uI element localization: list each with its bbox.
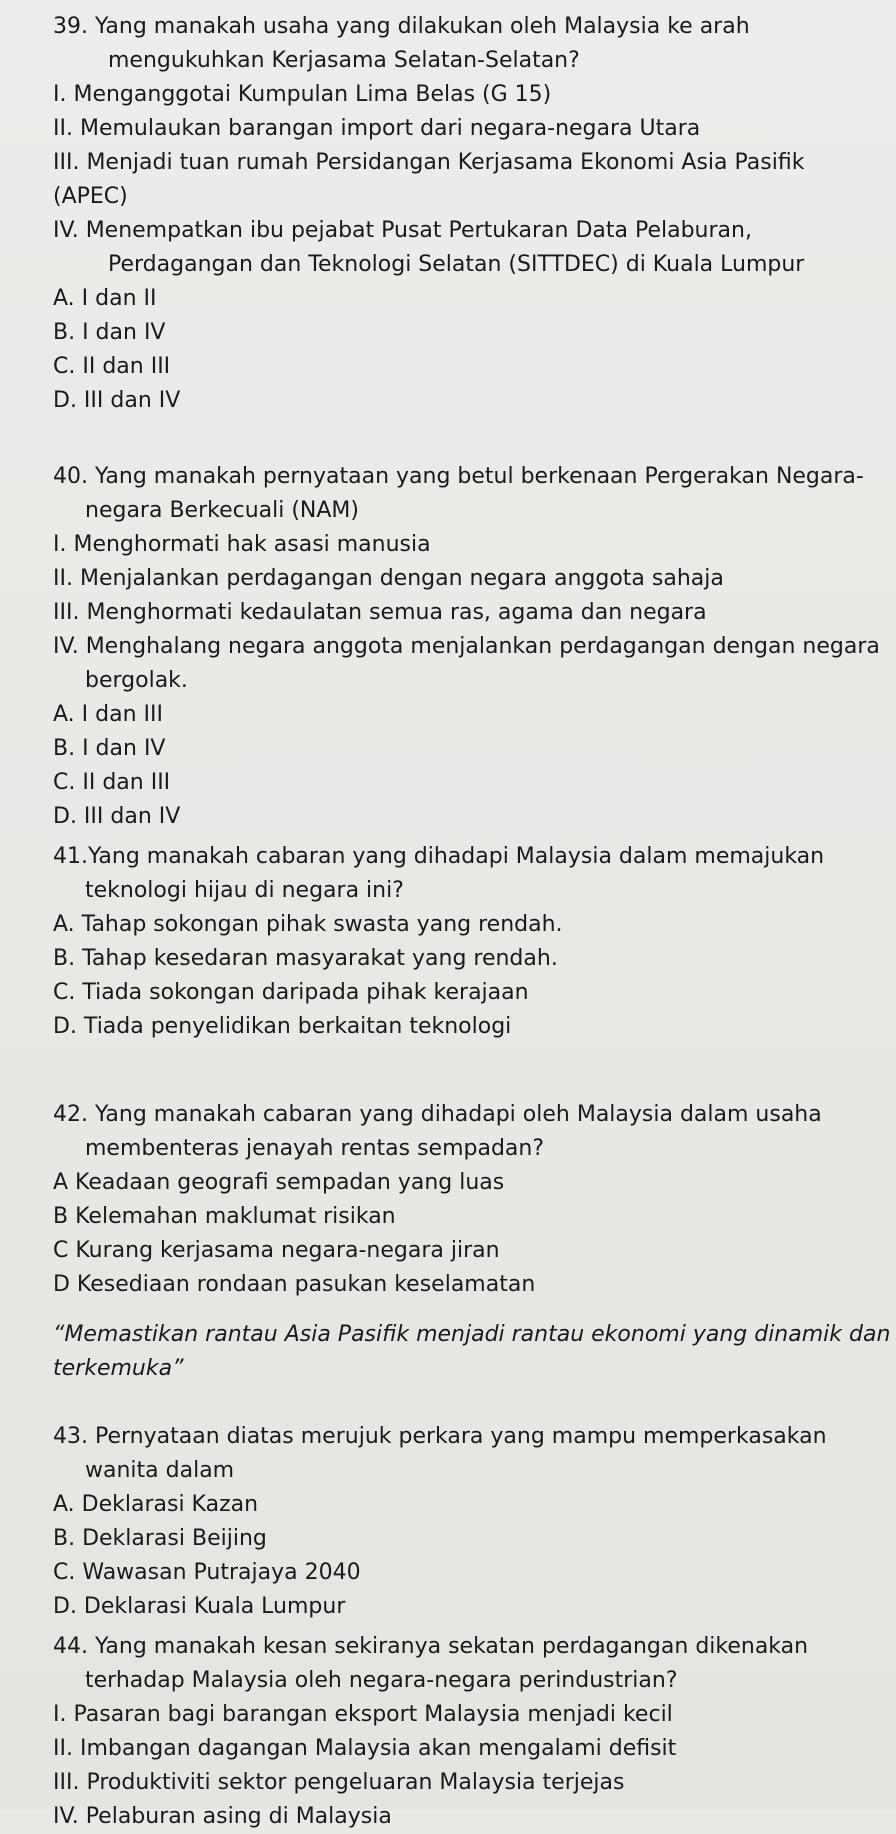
quoted-statement bbox=[53, 1318, 890, 1386]
question-stem: 43. Pernyataan diatas merujuk perkara yang mampu memperkasakan bbox=[53, 1424, 827, 1449]
statement-item: I. Menganggotai Kumpulan Lima Belas (G 15) bbox=[53, 82, 552, 107]
question-stem: 40. Yang manakah pernyataan yang betul berkenaan Pergerakan Negara- bbox=[53, 464, 864, 489]
statement-item: I. Menghormati hak asasi manusia bbox=[53, 532, 431, 557]
answer-option: B. I dan IV bbox=[53, 736, 166, 761]
answer-option: B. Tahap kesedaran masyarakat yang rendah. bbox=[53, 946, 558, 971]
question-stem: membenteras jenayah rentas sempadan? bbox=[85, 1136, 545, 1161]
answer-option: C. II dan III bbox=[53, 770, 171, 795]
answer-option: A. Deklarasi Kazan bbox=[53, 1492, 259, 1517]
answer-option: D Kesediaan rondaan pasukan keselamatan bbox=[53, 1272, 536, 1297]
question-stem: 42. Yang manakah cabaran yang dihadapi oleh Malaysia dalam usaha bbox=[53, 1102, 822, 1127]
answer-option: D. Tiada penyelidikan berkaitan teknologi bbox=[53, 1014, 512, 1039]
question-stem: 39. Yang manakah usaha yang dilakukan oleh Malaysia ke arah bbox=[53, 14, 750, 39]
statement-item: I. Pasaran bagi barangan eksport Malaysia menjadi kecil bbox=[53, 1702, 673, 1727]
question-44 bbox=[53, 1630, 808, 1834]
answer-option: C. II dan III bbox=[53, 354, 171, 379]
statement-item: II. Imbangan dagangan Malaysia akan mengalami defisit bbox=[53, 1736, 677, 1761]
statement-item: (APEC) bbox=[53, 184, 128, 209]
answer-option: A. I dan III bbox=[53, 702, 163, 727]
answer-option: C Kurang kerjasama negara-negara jiran bbox=[53, 1238, 500, 1263]
answer-option: B. I dan IV bbox=[53, 320, 166, 345]
answer-option: A. I dan II bbox=[53, 286, 157, 311]
question-stem: 44. Yang manakah kesan sekiranya sekatan perdagangan dikenakan bbox=[53, 1634, 809, 1659]
statement-item: Perdagangan dan Teknologi Selatan (SITTDEC) di Kuala Lumpur bbox=[108, 252, 805, 277]
quote-line: “Memastikan rantau Asia Pasifik menjadi rantau ekonomi yang dinamik dan bbox=[53, 1322, 891, 1347]
question-40 bbox=[53, 460, 880, 834]
answer-option: C. Wawasan Putrajaya 2040 bbox=[53, 1560, 361, 1585]
statement-item: III. Produktiviti sektor pengeluaran Malaysia terjejas bbox=[53, 1770, 625, 1795]
question-stem: teknologi hijau di negara ini? bbox=[85, 878, 404, 903]
answer-option: D. III dan IV bbox=[53, 804, 181, 829]
answer-option: B. Deklarasi Beijing bbox=[53, 1526, 267, 1551]
question-stem: 41.Yang manakah cabaran yang dihadapi Malaysia dalam memajukan bbox=[53, 844, 825, 869]
answer-option: A. Tahap sokongan pihak swasta yang rendah. bbox=[53, 912, 563, 937]
statement-item: bergolak. bbox=[85, 668, 188, 693]
answer-option: A Keadaan geografi sempadan yang luas bbox=[53, 1170, 505, 1195]
quote-line: terkemuka” bbox=[53, 1356, 184, 1381]
statement-item: III. Menghormati kedaulatan semua ras, agama dan negara bbox=[53, 600, 707, 625]
question-stem: wanita dalam bbox=[85, 1458, 235, 1483]
answer-option: C. Tiada sokongan daripada pihak kerajaan bbox=[53, 980, 529, 1005]
answer-option: D. Deklarasi Kuala Lumpur bbox=[53, 1594, 346, 1619]
question-stem: mengukuhkan Kerjasama Selatan-Selatan? bbox=[108, 48, 580, 73]
statement-item: IV. Menghalang negara anggota menjalankan perdagangan dengan negara bbox=[53, 634, 880, 659]
question-stem: negara Berkecuali (NAM) bbox=[85, 498, 360, 523]
statement-item: III. Menjadi tuan rumah Persidangan Kerjasama Ekonomi Asia Pasifik bbox=[53, 150, 805, 175]
answer-option: B Kelemahan maklumat risikan bbox=[53, 1204, 396, 1229]
question-43 bbox=[53, 1420, 827, 1624]
question-41 bbox=[53, 840, 824, 1044]
statement-item: II. Menjalankan perdagangan dengan negara anggota sahaja bbox=[53, 566, 724, 591]
question-39 bbox=[53, 10, 804, 418]
statement-item: II. Memulaukan barangan import dari negara-negara Utara bbox=[53, 116, 701, 141]
answer-option: D. III dan IV bbox=[53, 388, 181, 413]
statement-item: IV. Pelaburan asing di Malaysia bbox=[53, 1804, 392, 1829]
question-stem: terhadap Malaysia oleh negara-negara perindustrian? bbox=[85, 1668, 678, 1693]
statement-item: IV. Menempatkan ibu pejabat Pusat Pertukaran Data Pelaburan, bbox=[53, 218, 752, 243]
question-42 bbox=[53, 1098, 822, 1302]
